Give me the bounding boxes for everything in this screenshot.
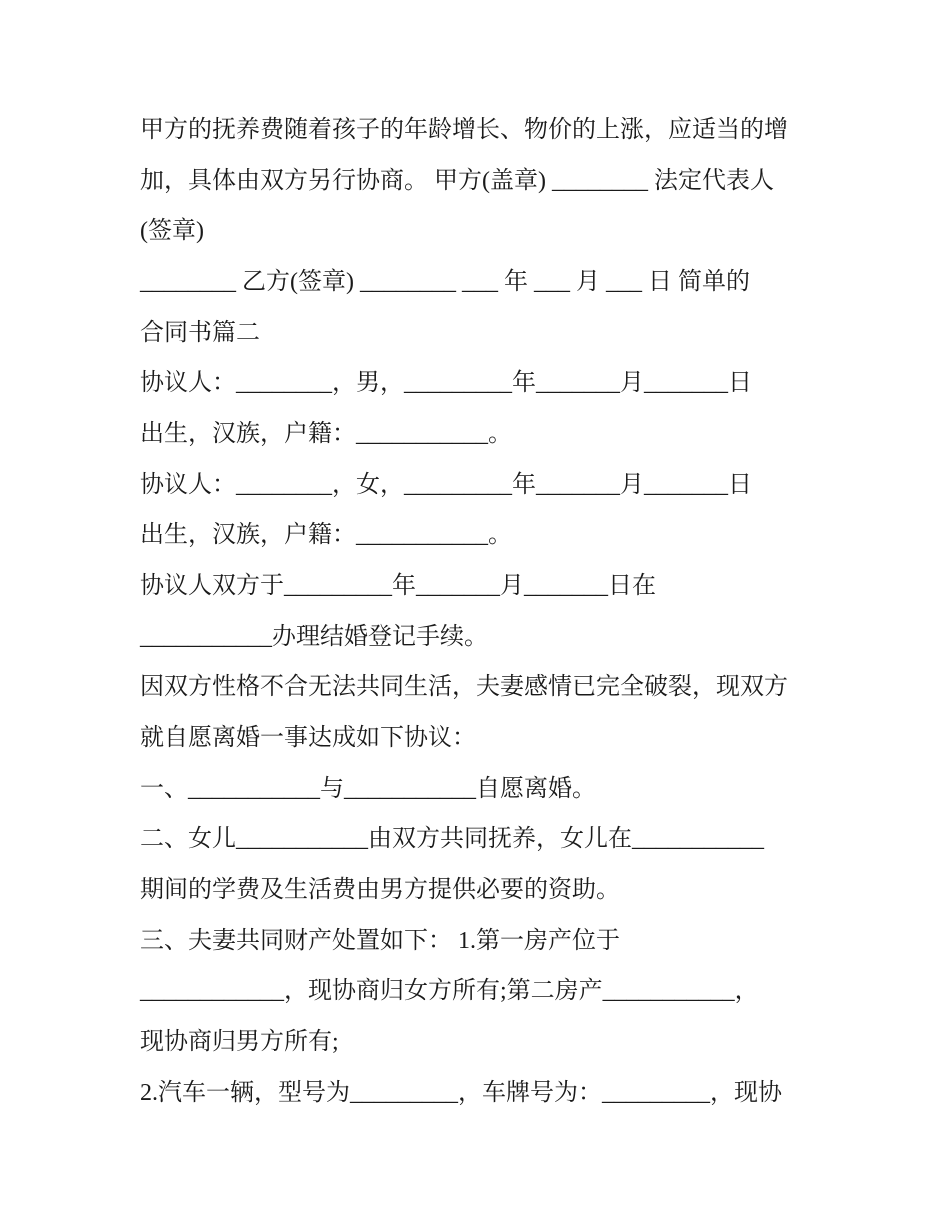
text-line: 加，具体由双方另行协商。 甲方(盖章) ________ 法定代表人: [140, 168, 774, 194]
text-line: 现协商归男方所有;: [140, 1029, 339, 1055]
text-line: ________ 乙方(签章) ________ ___ 年 ___ 月 ___ 日 简单的: [140, 269, 750, 295]
text-line: ____________，现协商归女方所有;第二房产___________，: [140, 978, 759, 1004]
text-line: 二、女儿___________由双方共同抚养，女儿在___________: [140, 826, 764, 852]
text-line: (签章): [140, 218, 204, 244]
text-line: 就自愿离婚一事达成如下协议：: [140, 725, 476, 751]
text-line: 协议人：________，男，_________年_______月_______日: [140, 370, 752, 396]
text-line: 2.汽车一辆，型号为_________，车牌号为：_________，现协: [140, 1080, 782, 1106]
text-line: 期间的学费及生活费由男方提供必要的资助。: [140, 877, 620, 903]
text-line: 协议人：________，女，_________年_______月_______日: [140, 472, 752, 498]
section-heading: 合同书篇二: [140, 320, 260, 346]
text-line: 因双方性格不合无法共同生活，夫妻感情已完全破裂，现双方: [140, 674, 788, 700]
text-line: 三、夫妻共同财产处置如下： 1.第一房产位于: [140, 928, 620, 954]
text-line: 出生，汉族，户籍：___________。: [140, 522, 512, 548]
text-line: 出生，汉族，户籍：___________。: [140, 421, 512, 447]
text-line: 一、___________与___________自愿离婚。: [140, 776, 596, 802]
text-line: ___________办理结婚登记手续。: [140, 624, 488, 650]
text-line: 协议人双方于_________年_______月_______日在: [140, 573, 656, 599]
text-line: 甲方的抚养费随着孩子的年龄增长、物价的上涨，应适当的增: [140, 117, 788, 143]
